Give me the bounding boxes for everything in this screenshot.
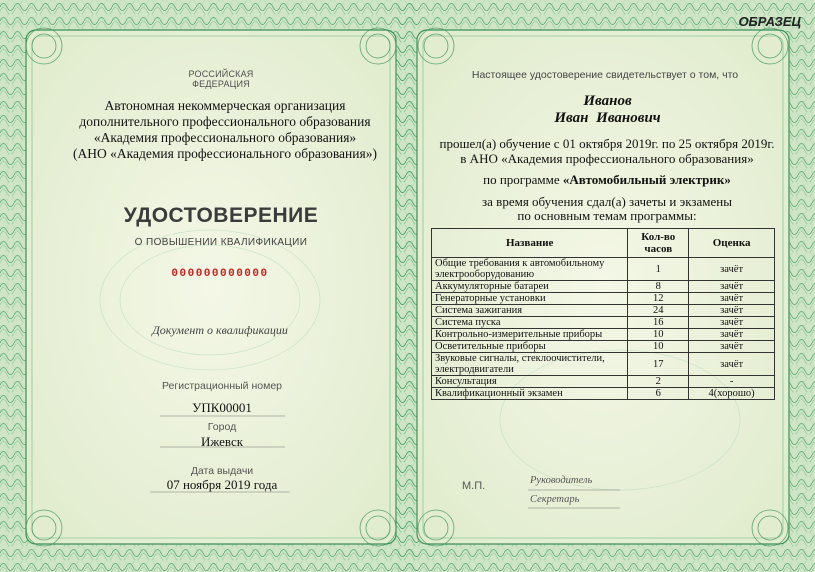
cell-name: Система зажигания [432, 305, 628, 317]
holder-surname: Иванов [583, 93, 632, 109]
training-period [422, 136, 792, 166]
cell-grade: зачёт [689, 258, 775, 281]
table-row [432, 258, 775, 281]
cell-grade: 4(хорошо) [689, 388, 775, 400]
column-header-name: Название [432, 229, 628, 258]
holder-name [440, 93, 775, 127]
city-value: Ижевск [200, 434, 244, 449]
exams-line: по основным темам программы: [517, 208, 697, 223]
column-header-hours: Кол-во часов [628, 229, 689, 258]
cell-grade: зачёт [689, 341, 775, 353]
exams-line: за время обучения сдал(а) зачеты и экзамены [482, 194, 732, 209]
cell-hours: 16 [628, 317, 689, 329]
cell-grade: - [689, 376, 775, 388]
cell-name: Система пуска [432, 317, 628, 329]
table-row [432, 293, 775, 305]
cell-hours: 2 [628, 376, 689, 388]
table-row [432, 281, 775, 293]
cell-hours: 10 [628, 341, 689, 353]
table-row [432, 388, 775, 400]
cell-hours: 24 [628, 305, 689, 317]
table-row [432, 341, 775, 353]
column-header-grade: Оценка [689, 229, 775, 258]
cell-name: Осветительные приборы [432, 341, 628, 353]
training-dates: прошел(а) обучение с 01 октября 2019г. по 25 октября 2019г. [439, 136, 775, 151]
certifies-header: Настоящее удостоверение свидетельствует о том, что [471, 69, 739, 81]
cell-grade: зачёт [689, 281, 775, 293]
cell-name: Квалификационный экзамен [432, 388, 628, 400]
cell-grade: зачёт [689, 329, 775, 341]
holder-given-names: Иван Иванович [554, 110, 661, 126]
program-prefix: по программе [483, 172, 563, 187]
cell-hours: 17 [628, 353, 689, 376]
certificate-title: УДОСТОВЕРЕНИЕ [123, 204, 319, 227]
cell-hours: 10 [628, 329, 689, 341]
table-row [432, 353, 775, 376]
org-line: «Академия профессионального образования» [93, 130, 357, 145]
cell-grade: зачёт [689, 305, 775, 317]
cell-hours: 1 [628, 258, 689, 281]
city-label: Город [207, 421, 237, 433]
document-kind: Документ о квалификации [152, 323, 288, 337]
issue-date-value: 07 ноября 2019 года [166, 477, 278, 492]
cell-name: Контрольно-измерительные приборы [432, 329, 628, 341]
registration-number-value: УПК00001 [192, 400, 252, 415]
program-name: «Автомобильный электрик» [562, 172, 731, 187]
cell-hours: 12 [628, 293, 689, 305]
cell-name: Аккумуляторные батареи [432, 281, 628, 293]
subjects-table [431, 228, 775, 400]
serial-number: 000000000000 [171, 268, 269, 280]
cell-name: Звуковые сигналы, стеклоочистители, электродвигатели [432, 353, 628, 376]
cell-grade: зачёт [689, 293, 775, 305]
cell-hours: 8 [628, 281, 689, 293]
cell-hours: 6 [628, 388, 689, 400]
table-header-row [432, 229, 775, 258]
cell-name: Консультация [432, 376, 628, 388]
cell-grade: зачёт [689, 353, 775, 376]
table-row [432, 305, 775, 317]
exams-intro [422, 195, 792, 223]
table-row [432, 329, 775, 341]
cell-name: Общие требования к автомобильному электрооборудованию [432, 258, 628, 281]
certificate-subtitle: О ПОВЫШЕНИИ КВАЛИФИКАЦИИ [134, 237, 308, 248]
issue-date-label: Дата выдачи [190, 465, 254, 477]
org-line: Автономная некоммерческая организация [104, 98, 346, 113]
org-line: (АНО «Академия профессионального образования») [73, 146, 377, 161]
head-signature-label: Руководитель [530, 475, 593, 486]
organization-name [40, 98, 410, 162]
sample-watermark: ОБРАЗЕЦ [738, 14, 801, 29]
secretary-signature-label: Секретарь [530, 494, 580, 505]
cell-name: Генераторные установки [432, 293, 628, 305]
org-line: дополнительного профессионального образования [79, 114, 371, 129]
seal-place-label: М.П. [462, 480, 486, 492]
table-row [432, 317, 775, 329]
country-label: РОССИЙСКАЯ ФЕДЕРАЦИЯ [188, 69, 254, 89]
training-institution: в АНО «Академия профессионального образования» [460, 151, 754, 166]
cell-grade: зачёт [689, 317, 775, 329]
table-row [432, 376, 775, 388]
program-line [422, 172, 792, 188]
registration-number-label: Регистрационный номер [162, 380, 282, 392]
